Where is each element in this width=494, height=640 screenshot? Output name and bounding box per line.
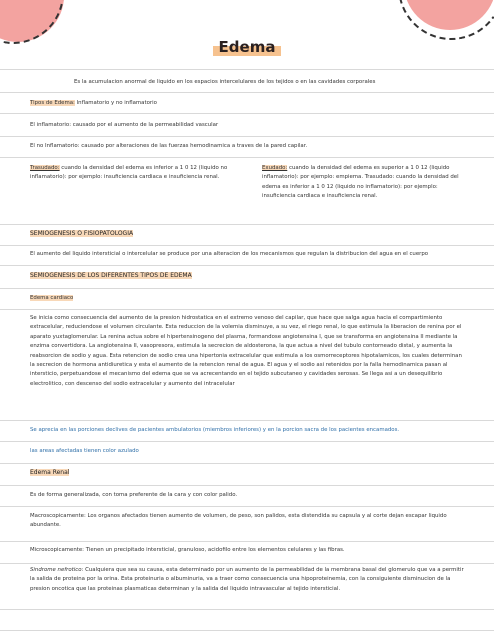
tipos-line [30, 99, 450, 108]
ruled-line [0, 136, 494, 137]
nefrotico-text: Cualquiera que sea su causa, esta determinado por un aumento de la permeabilidad de la membrana basal del glomerulo que va a permitir la salida de proteina por la orina. Esta proteinuria o albuminuria, va a traer como consecuencia una hipoproteinemia, con la consiguiente disminucion de la presion oncotica que las proteinas plasmaticas determinan y la salida del liquido intravascular al tejido intersticial. [30, 567, 464, 592]
ruled-line [0, 609, 494, 610]
renal-heading [30, 468, 230, 477]
inflamatorio-text: El inflamatorio: causado por el aumento de la permeabilidad vascular [30, 122, 219, 128]
tipos-edema-heading [30, 271, 330, 280]
cardiaco-note-color: las areas afectadas tienen color azulado [30, 448, 139, 454]
trasudado-text: cuando la densidad del edema es inferior a 1 0 12 (liquido no inflamatorio): por ejemplo: insuficiencia cardiaca e insuficiencia renal. [30, 165, 228, 181]
ruled-line [0, 224, 494, 225]
cardiaco-text: Se inicia como consecuencia del aumento de la presion hidrostatica en el extremo venoso del capilar, que hace que salga agua hacia el compartimiento extracelular, reduciendose el volumen circulante. Esta reduccion de la volemia disminuye, a su vez, el riego renal, lo que estimula la liberacion de renina por el aparato yuxtaglomerular. La renina actua sobre el hipertensinogeno del plasma, formandose angiotensina I, que se transforma en angiotensina II mediante la enzima convertidora. La angiotensina II, vasopresora, estimula la secrecion de aldosterona, la que actua a nivel del tubulo contorneado distal, y aumenta la reabsorcion de sodio y agua. Esta retencion de sodio crea una hipertonia extracelular que estimula a los osmorreceptores hipotalamicos, los cuales determinan la secrecion de hormona antidiuretica y esta el aumento de la retencion renal de agua. El agua y el sodio asi retenidos por la falla hemodinamica pasan al intersticio, perpetuandose el mecanismo del edema que se va acrecentando en el tejido subcutaneo y cavidades serosas. Se llega asi a un desequilibrio electrolitico, con descenso del sodio extracelular y aumento del intracelular [30, 315, 462, 387]
cardiaco-heading [30, 294, 230, 303]
trasudado-block [30, 164, 242, 183]
ruled-line [0, 463, 494, 464]
ruled-line [0, 541, 494, 542]
nefrotico-label: Sindrome nefrotico: [30, 567, 84, 573]
tipos-label: Tipos de Edema: [30, 100, 75, 106]
ruled-line [0, 245, 494, 246]
renal-p1: Es de forma generalizada, con toma preferente de la cara y con color palido. [30, 492, 238, 498]
ruled-line [0, 563, 494, 564]
ruled-line [0, 288, 494, 289]
ruled-line [0, 92, 494, 93]
ruled-line [0, 485, 494, 486]
semiogenesis-heading-text: SEMIOGENESIS O FISIOPATOLOGIA [30, 230, 134, 237]
ruled-line [0, 113, 494, 114]
ruled-line [0, 69, 494, 70]
exudado-text: cuando la densidad del edema es superior a 1 0 12 (liquido inflamatorio): por ejemplo: empiema. Trasudado: cuando la densidad del edema es inferior a 1 0 12 (liquido no inflamatorio): por ejemplo: insuficiencia cardiaca e insuficiencia renal. [262, 165, 459, 200]
tipos-value: Inflamatorio y no inflamatorio [76, 100, 157, 106]
renal-heading-text: Edema Renal [30, 469, 70, 476]
no-inflamatorio-text: El no Inflamatorio: causado por alteraciones de las fuerzas hemodinamica a traves de la pared capilar. [30, 143, 308, 149]
ruled-line [0, 420, 494, 421]
definition-text: Es la acumulacion anormal de liquido en los espacios intercelulares de los tejidos o en las cavidades corporales [74, 79, 376, 85]
renal-p3: Microscopicamente: Tienen un precipitado intersticial, granuloso, acidofilo entre los elementos celulares y las fibras. [30, 547, 345, 553]
page-title-text: Edema [213, 36, 282, 58]
semiogenesis-text: El aumento del liquido intersticial o intercelular se produce por una alteracion de los mecanismos que regulan la distribucion del agua en el cuerpo [30, 251, 429, 257]
tipos-edema-heading-text: SEMIOGENESIS DE LOS DIFERENTES TIPOS DE EDEMA [30, 272, 192, 279]
ruled-line [0, 265, 494, 266]
nefrotico-block [30, 566, 466, 594]
renal-p2: Macroscopicamente: Los organos afectados tienen aumento de volumen, de peso, son palidos, esta distendida su capsula y al corte dejan escapar liquido abundante. [30, 513, 447, 529]
semiogenesis-heading [30, 229, 330, 238]
ruled-line [0, 506, 494, 507]
ruled-line [0, 309, 494, 310]
trasudado-label: Trasudado: [30, 165, 60, 171]
cardiaco-heading-text: Edema cardiaco [30, 295, 74, 301]
cardiaco-note: Se aprecia en las porciones declives de pacientes ambulatorios (miembros inferiores) y en la porcion sacra de los pacientes encamados. [30, 427, 400, 433]
ruled-line [0, 630, 494, 631]
ruled-line [0, 441, 494, 442]
exudado-label: Exudado: [262, 165, 288, 171]
ruled-line [0, 157, 494, 158]
page-title [0, 36, 494, 58]
exudado-block [262, 164, 464, 202]
